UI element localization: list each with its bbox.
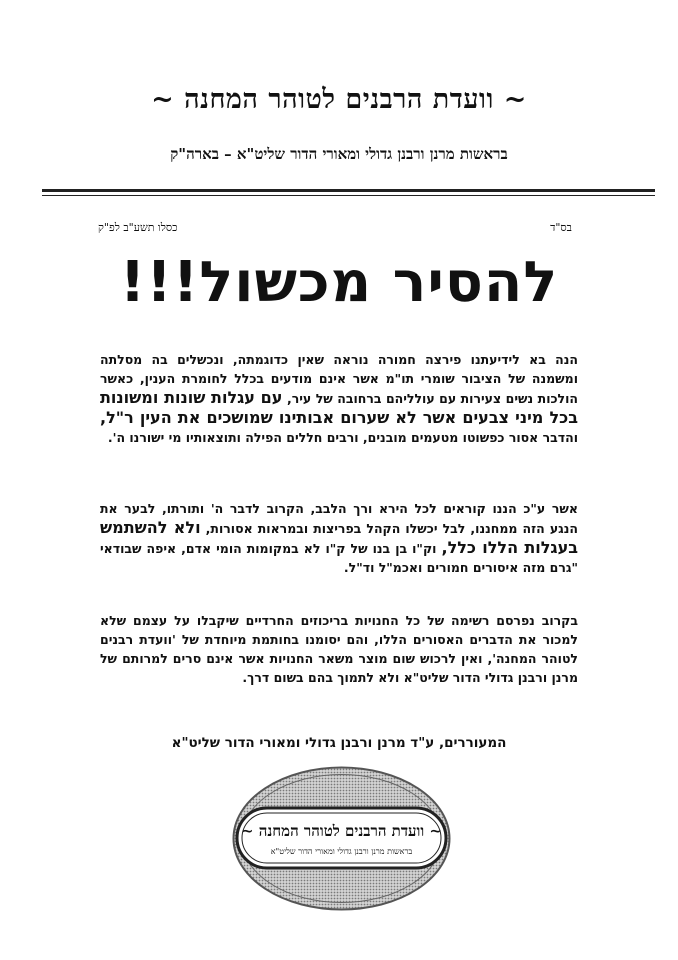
stamp-subtitle: בראשות מרנן ורבנן גדולי ומאורי הדור שליט"א <box>270 847 413 856</box>
bsd-mark: בס"ד <box>550 221 572 234</box>
paragraph-1-emphasis: עם עגלות שונות ומשונות בכל מיני צבעים אשר לא שערום אבותינו שמושכים את העין ר"ל, <box>100 388 578 427</box>
committee-subtitle: בראשות מרנן ורבנן גדולי ומאורי הדור שליט"א – בארה"ק <box>170 145 508 163</box>
paragraph-2-emphasis: ולא להשתמש בעגלות הללו כלל, <box>100 518 578 557</box>
headline: להסיר מכשול!!! <box>119 250 559 315</box>
paragraph-2-text-a: אשר ע"כ הננו קוראים לכל הירא ורך הלבב, הקרוב לדבר ה' ותורתו, לבער את הנגע הזה ממחננו, לבל יכשלו הקהל בפריצות ובמראות אסורות, <box>100 501 578 536</box>
stamp-title: ~ וועדת הרבנים לטוהר המחנה ~ <box>241 822 442 840</box>
paragraph-1-text-c: והדבר אסור כפשוטו מטעמים מובנים, ורבים חללים הפילה ותוצאותיו מי ישורנו ה'. <box>107 430 578 445</box>
paragraph-1-text-a: הנה בא לידיעתנו פירצה חמורה נוראה שאין כדוגמתה, ונכשלים בה מסלתה ומשמנה של הציבור שומרי תו"מ אשר אינם מודעים בכלל לחומרת הענין, כאשר הולכות נשים צעירות עם עולליהם ברחובה של עיר, <box>100 352 578 406</box>
hebrew-date: כסלו תשע"ב לפ"ק <box>98 221 178 234</box>
divider-thick <box>42 189 655 192</box>
committee-stamp <box>231 765 452 912</box>
paragraph-3: בקרוב נפרסם רשימה של כל החנויות בריכוזים החרדיים שיקבלו על עצמם שלא למכור את הדברים האסורים הללו, והם יסומנו בחותמת מיוחדת של 'וועדת רבנים לטוהר המחנה', ואין לרכוש שום מוצר משאר החנויות אשר אינם סרים למרותם של מרנן ורבנן גדולי הדור שליט"א ולא לתמוך בהם בשום דרך. <box>100 613 578 685</box>
paragraph-1 <box>100 350 578 447</box>
paragraph-2 <box>100 499 578 577</box>
committee-title: ~ וועדת הרבנים לטוהר המחנה ~ <box>151 84 527 115</box>
paragraph-2-text-c: וק"ו בן בנו של ק"ו לא במקומות הומי אדם, איפה שבודאי "גרם מזה איסורים חמורים ואכמ"ל וד"ל. <box>100 541 578 575</box>
divider-thin <box>42 195 655 196</box>
signers-line: המעוררים, ע"ד מרנן ורבנן גדולי ומאורי הדור שליט"א <box>171 735 507 751</box>
